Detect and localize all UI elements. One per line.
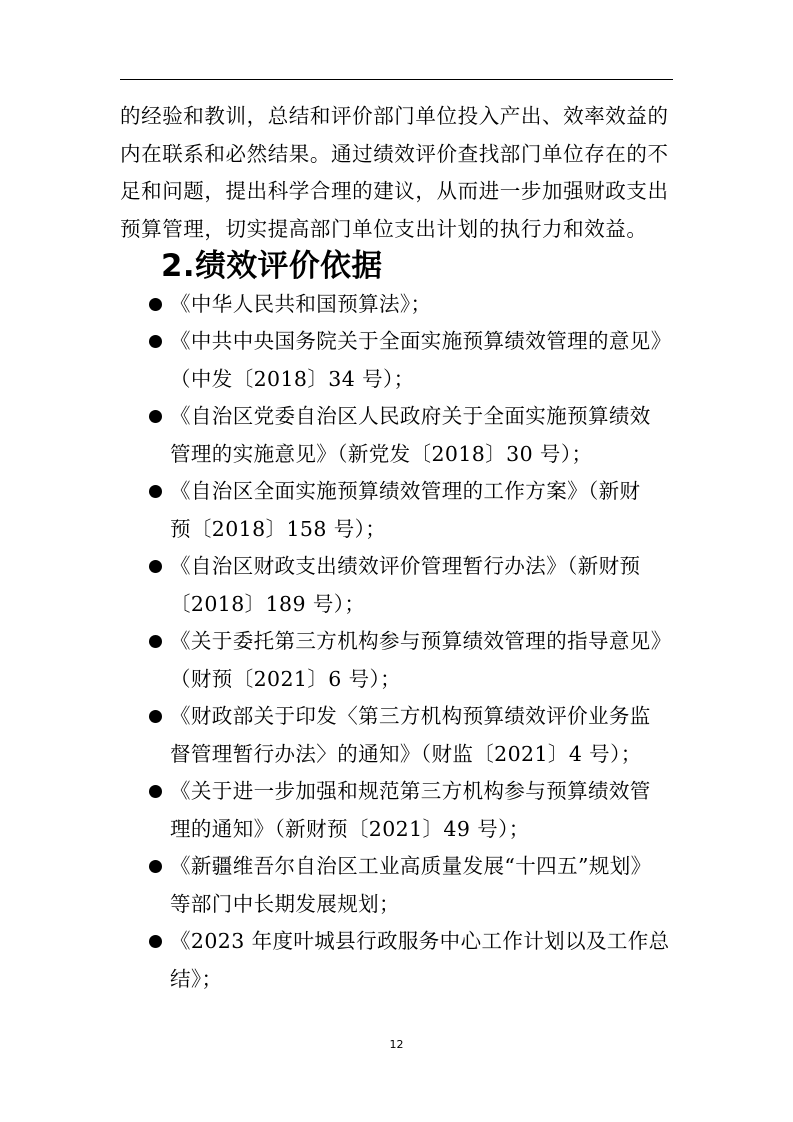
bullet-dot-icon — [149, 410, 162, 423]
list-item-text: 管理的实施意见》（新党发〔2018〕30 号）； — [170, 441, 593, 466]
list-item — [120, 473, 673, 548]
list-item-text: 结》； — [170, 966, 223, 991]
bullet-dot-icon — [149, 935, 162, 948]
intro-paragraph — [120, 98, 673, 248]
list-item — [120, 848, 673, 923]
bullet-dot-icon — [149, 298, 162, 311]
paragraph-line: 足和问题，提出科学合理的建议，从而进一步加强财政支出 — [120, 179, 669, 203]
list-item-text: 预〔2018〕158 号）； — [170, 516, 387, 541]
list-item-text: 《新疆维吾尔自治区工业高质量发展“十四五”规划》 — [170, 854, 652, 878]
list-item-text: （中发〔2018〕34 号）； — [170, 366, 415, 391]
list-item-text: 《中共中央国务院关于全面实施预算绩效管理的意见》 — [170, 329, 672, 353]
list-item — [120, 398, 673, 473]
list-item-text: 《自治区全面实施预算绩效管理的工作方案》（新财 — [170, 479, 641, 503]
list-item-text: 等部门中长期发展规划； — [170, 891, 400, 916]
paragraph-line: 预算管理，切实提高部门单位支出计划的执行力和效益。 — [120, 216, 648, 241]
bullet-dot-icon — [149, 485, 162, 498]
list-item — [120, 698, 673, 773]
list-item-text: 〔2018〕189 号）； — [170, 591, 366, 616]
list-item — [120, 773, 673, 848]
list-item-text: 《财政部关于印发〈第三方机构预算绩效评价业务监 — [170, 704, 651, 728]
list-item-text: 《2023 年度叶城县行政服务中心工作计划以及工作总 — [170, 929, 670, 953]
paragraph-line: 内在联系和必然结果。通过绩效评价查找部门单位存在的不 — [120, 141, 669, 166]
list-item-text: 《关于进一步加强和规范第三方机构参与预算绩效管 — [170, 779, 651, 803]
list-item — [120, 323, 673, 398]
bullet-dot-icon — [149, 335, 162, 348]
bullet-dot-icon — [149, 785, 162, 798]
header-rule — [120, 79, 673, 80]
list-item-text: 督管理暂行办法〉的通知》（财监〔2021〕4 号）； — [170, 741, 642, 766]
bullet-dot-icon — [149, 860, 162, 873]
list-item — [120, 286, 673, 324]
list-item — [120, 923, 673, 998]
paragraph-line: 的经验和教训，总结和评价部门单位投入产出、效率效益的 — [120, 104, 669, 128]
list-item-text: 《自治区财政支出绩效评价管理暂行办法》（新财预 — [170, 554, 641, 578]
bullet-dot-icon — [149, 560, 162, 573]
list-item-text: （财预〔2021〕6 号）； — [170, 666, 402, 691]
list-item-text: 《中华人民共和国预算法》； — [170, 291, 432, 316]
bullet-dot-icon — [149, 710, 162, 723]
list-item — [120, 548, 673, 623]
list-item — [120, 623, 673, 698]
page-content — [120, 98, 673, 998]
page-number: 12 — [389, 1038, 404, 1051]
list-item-text: 理的通知》（新财预〔2021〕49 号）； — [170, 816, 530, 841]
list-item-text: 《关于委托第三方机构参与预算绩效管理的指导意见》 — [170, 629, 672, 653]
bullet-dot-icon — [149, 635, 162, 648]
section-heading: 2.绩效评价依据 — [161, 248, 383, 284]
list-item-text: 《自治区党委自治区人民政府关于全面实施预算绩效 — [170, 404, 651, 428]
basis-list — [120, 286, 673, 999]
